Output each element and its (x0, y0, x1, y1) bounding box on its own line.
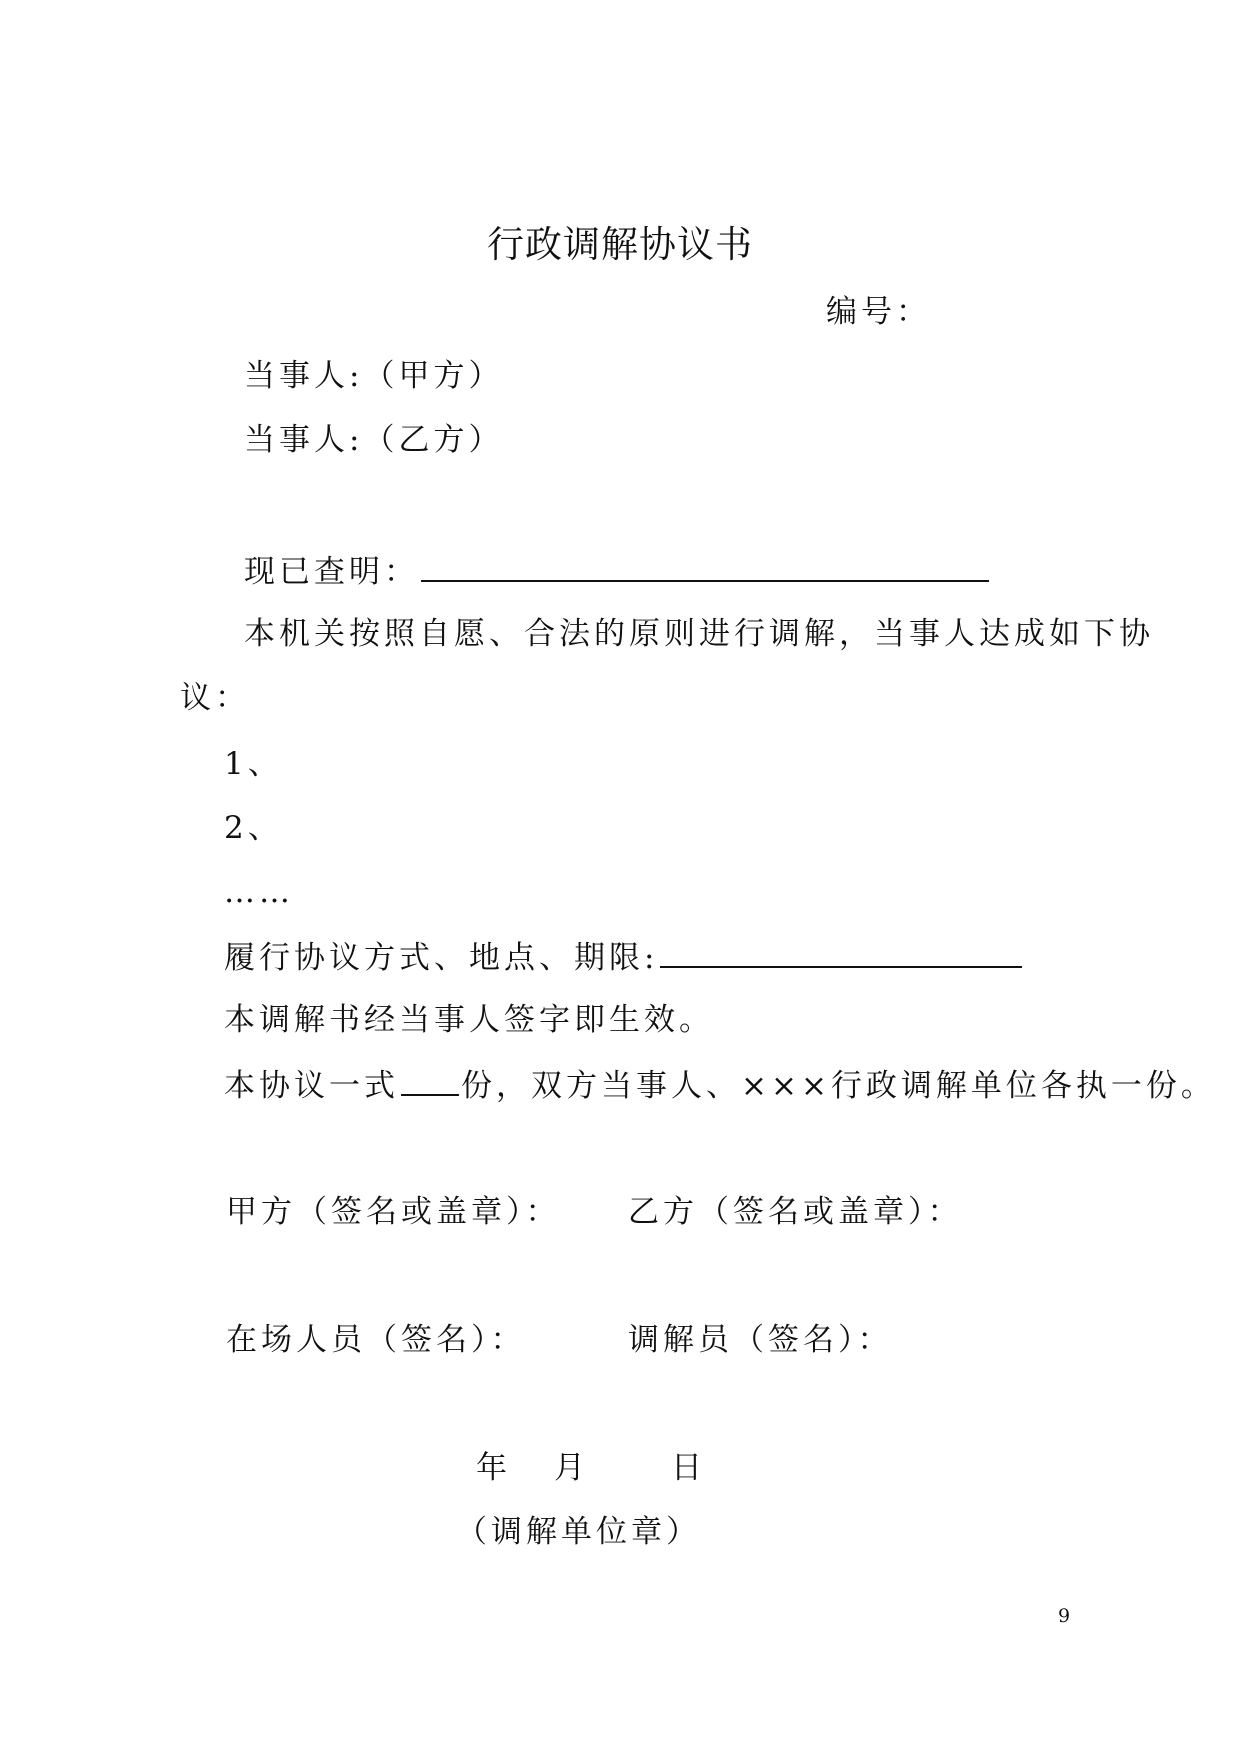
seal-note: （调解单位章） (456, 1514, 701, 1550)
agreement-item-1: 1、 (224, 746, 283, 782)
party-b-label: 当事人:（乙方） (244, 422, 504, 458)
party-a-label: 当事人:（甲方） (244, 358, 504, 394)
facts-row (244, 550, 989, 592)
performance-blank-line (660, 936, 1022, 968)
facts-blank-line (421, 550, 989, 582)
sign-mediator: 调解员（签名）： (628, 1322, 893, 1358)
document-title: 行政调解协议书 (487, 223, 753, 266)
date-line: 年 月 日 (476, 1450, 710, 1486)
number-label: 编号： (826, 294, 931, 330)
copies-blank-line (401, 1064, 459, 1096)
sign-present-persons: 在场人员（签名）： (226, 1322, 526, 1358)
effect-clause: 本调解书经当事人签字即生效。 (224, 1002, 714, 1038)
intro-line-2: 议： (180, 680, 250, 716)
copies-row (224, 1064, 1216, 1106)
agreement-item-2: 2、 (224, 810, 283, 846)
agreement-ellipsis: …… (224, 874, 294, 910)
sign-party-a: 甲方（签名或盖章）： (226, 1194, 561, 1230)
facts-label: 现已查明： (244, 554, 419, 590)
intro-line-1: 本机关按照自愿、合法的原则进行调解，当事人达成如下协 (244, 616, 1154, 652)
copies-prefix: 本协议一式 (224, 1068, 399, 1104)
performance-row (224, 936, 1022, 978)
performance-label: 履行协议方式、地点、期限: (224, 940, 659, 976)
copies-suffix: 份，双方当事人、×××行政调解单位各执一份。 (461, 1068, 1216, 1104)
sign-party-b: 乙方（签名或盖章）： (628, 1194, 963, 1230)
page-number: 9 (1058, 1605, 1071, 1627)
